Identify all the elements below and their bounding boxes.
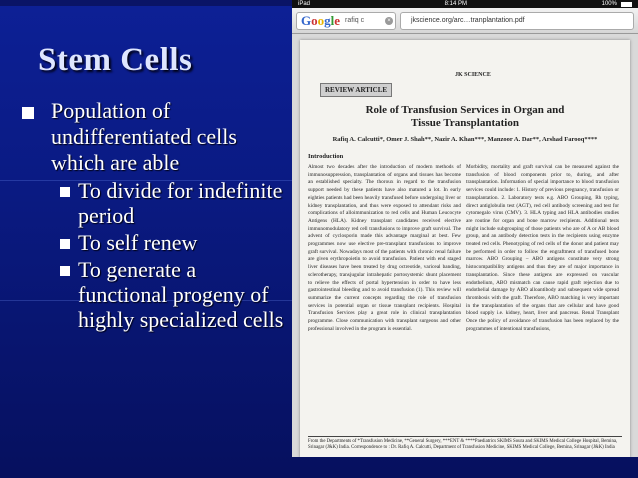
square-bullet-icon xyxy=(22,107,34,119)
slide-top-band xyxy=(0,0,292,6)
slide-title: Stem Cells xyxy=(38,42,193,78)
sub-bullet-text: To generate a functional progeny of highly specialized cells xyxy=(78,257,284,332)
browser-toolbar xyxy=(292,8,638,34)
sub-bullet-text: To self renew xyxy=(78,230,198,255)
article-title-line: Role of Transfusion Services in Organ and xyxy=(365,104,565,116)
article-footer: From the Departments of *Transfusion Medicine, **General Surgery, ***ENT & ****Paediatrics SKIMS Soura and SKIMS Medical College Hospital, Bemina, Srinagar (J&K) India. Correspondence to : Dr. Rafiq A. Calcutti, Department of Transfusion Medicine, SKIMS Medical College, Bemina, Srinagar (J&K) India xyxy=(308,436,622,451)
google-logo-icon: Google xyxy=(301,12,341,28)
right-column-text: Morbidity, mortality and graft survival can be measured against the transfusion of blood components prior to, during, and after transplantation. Information of special importance to blood transfusion services could include: 1. History of previous pregnancy, transfusion or transplantation. 2. Laboratory tests e.g. ABO Grouping, Rh typing, direct antiglobulin test (AGT), red cell antibody screening and test for cytomegalo virus (CMV). 3. HLA typing and HLA antibodies studies are routine for organ and bone marrow recipients. Additional tests might include subgrouping of those patients who are of A or AB blood group, and an antibody detection tests in the recipients using enzyme treated red cells. Phenotyping of red cells of the donor and patient may be performed in order to follow the engraftment of transfused bone marrow. ABO Grouping – ABO antigens constitute very strong histocompatibility antigens and thus they are of major importance in transplantation. Since these antigens are expressed on vascular endothelium, ABO mismatch can cause rapid graft rejection due to endothelial damage by ABO alloantibody and subsequent wide spread thrombosis with the graft. Therefore, ABO matching is very important in the transplantation of the organs that are cellular and have good blood supply i.e. kidney, heart, liver and pancreas. Renal Transplant Once the policy of avoidance of transfusion has been replaced by the programmes of intentional transfusions, xyxy=(466,164,619,332)
intro-heading: Introduction xyxy=(308,153,344,160)
sub-bullet-text: To divide for indefinite period xyxy=(78,178,283,228)
sub-bullet-list xyxy=(60,178,290,332)
article-authors: Rafiq A. Calcutti*, Omer J. Shah**, Nazir A. Khan***, Manzoor A. Dar**, Arshad Farooq**** xyxy=(332,136,598,143)
journal-name: JK SCIENCE xyxy=(455,72,491,78)
battery-percent: 100% xyxy=(601,1,617,7)
square-bullet-icon xyxy=(60,239,70,249)
sub-bullet-item xyxy=(60,230,290,255)
pdf-page xyxy=(300,40,630,457)
left-column-text: Almost two decades after the introduction of modern methods of immunosuppression, transplantation of organs and tissues has become an established specialty. The thoroux in regard to the transfusion support needed by these patients have also matured a lot. In early eighties patients had been heavily transfused before undergoing liver or kidney transplantation, and thus were exposed to attendant risks and complications of alloimmunization to red cells and Human Leucocyte Antigens (HLA). Kidney transplant candidates received elective immunomodulatory red cell transfusions to improve graft survival. The advent of cyclosporin made this advantage marginal at best. Few programmes now use elective pre-transplant transfusions to improve graft survival. Nowadays most of the patients with chronic renal failure are given erythropoietin to avoid transfusion. Patient with end staged liver diseases have been treated by drug octreotide, variceal banding, sclerotherapy, transjugular intrahepatic portosystemic shunt placement to relieve the effects of portal hypertension in order to have less gastrointestinal bleeding and to avoid transfusion (1). This review will summarize the current concepts regarding the role of transfusion services in potential organ or tissue transplant recipients. Hospital Transfusion Services play a great role in clinical transplantation programme. Close communication with transplant surgeons and other professional involved in the program is essential. xyxy=(308,164,461,332)
article-title xyxy=(340,104,590,130)
sub-bullet-item xyxy=(60,257,290,332)
status-right-group xyxy=(602,1,632,7)
square-bullet-icon xyxy=(60,266,70,276)
clear-icon[interactable]: × xyxy=(385,17,393,25)
article-title-line: Tissue Transplantation xyxy=(411,117,519,129)
device-label: iPad xyxy=(298,1,311,7)
bullet-list xyxy=(22,98,290,332)
ipad-screenshot xyxy=(292,0,638,457)
search-query: rafiq c xyxy=(345,17,365,24)
status-time: 8:14 PM xyxy=(444,1,467,7)
address-bar[interactable]: jkscience.org/arc…tranplantation.pdf xyxy=(400,12,634,30)
bullet-text: Population of undifferentiated cells which are able xyxy=(51,98,237,175)
sub-bullet-item xyxy=(60,178,290,228)
ios-status-bar xyxy=(292,0,638,8)
bullet-item xyxy=(22,98,290,176)
section-label: REVIEW ARTICLE xyxy=(320,83,392,97)
square-bullet-icon xyxy=(60,187,70,197)
battery-icon xyxy=(621,2,632,7)
google-search-field[interactable] xyxy=(296,12,396,30)
